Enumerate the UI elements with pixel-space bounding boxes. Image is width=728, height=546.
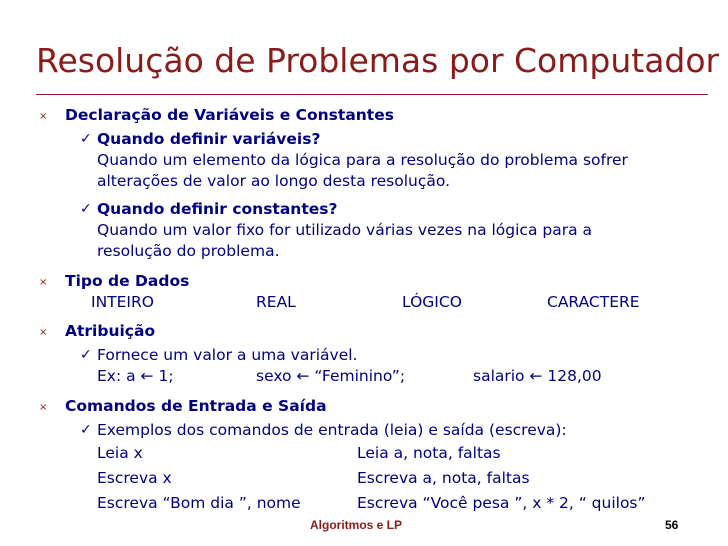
footer-label: Algoritmos e LP bbox=[310, 518, 403, 532]
assignment-example: Ex: a ← 1; bbox=[97, 367, 174, 385]
subitem-title: Quando definir variáveis? bbox=[97, 130, 321, 148]
x-bullet-icon: × bbox=[39, 277, 48, 288]
subitem-text: Fornece um valor a uma variável. bbox=[97, 346, 358, 364]
title-divider bbox=[36, 94, 708, 95]
section-heading: Comandos de Entrada e Saída bbox=[65, 397, 327, 415]
subitem-text: resolução do problema. bbox=[97, 242, 280, 260]
data-type-label: LÓGICO bbox=[402, 293, 462, 311]
subitem-title: Quando definir constantes? bbox=[97, 200, 338, 218]
x-bullet-icon: × bbox=[39, 327, 48, 338]
data-type-label: INTEIRO bbox=[91, 293, 154, 311]
x-bullet-icon: × bbox=[39, 402, 48, 413]
assignment-example: salario ← 128,00 bbox=[473, 367, 602, 385]
section-heading: Atribuição bbox=[65, 322, 156, 340]
command-example: Escreva x bbox=[97, 469, 172, 487]
section-heading: Declaração de Variáveis e Constantes bbox=[65, 106, 394, 124]
page-number: 56 bbox=[665, 518, 679, 532]
subitem-text: Quando um valor fixo for utilizado várias vezes na lógica para a bbox=[97, 221, 593, 239]
data-type-label: CARACTERE bbox=[547, 293, 640, 311]
command-example: Escreva “Você pesa ”, x * 2, “ quilos” bbox=[357, 494, 646, 512]
x-bullet-icon: × bbox=[39, 111, 48, 122]
assignment-example: sexo ← “Feminino”; bbox=[256, 367, 406, 385]
subitem-text: alterações de valor ao longo desta resolução. bbox=[97, 172, 451, 190]
checkmark-icon: ✓ bbox=[80, 347, 92, 363]
command-example: Leia a, nota, faltas bbox=[357, 444, 501, 462]
checkmark-icon: ✓ bbox=[80, 201, 92, 217]
data-type-label: REAL bbox=[256, 293, 296, 311]
checkmark-icon: ✓ bbox=[80, 422, 92, 438]
command-example: Leia x bbox=[97, 444, 143, 462]
slide-title: Resolução de Problemas por Computador bbox=[36, 41, 720, 80]
subitem-text: Exemplos dos comandos de entrada (leia) e saída (escreva): bbox=[97, 421, 567, 439]
command-example: Escreva “Bom dia ”, nome bbox=[97, 494, 301, 512]
checkmark-icon: ✓ bbox=[80, 131, 92, 147]
command-example: Escreva a, nota, faltas bbox=[357, 469, 530, 487]
section-heading: Tipo de Dados bbox=[65, 272, 190, 290]
subitem-text: Quando um elemento da lógica para a resolução do problema sofrer bbox=[97, 151, 628, 169]
